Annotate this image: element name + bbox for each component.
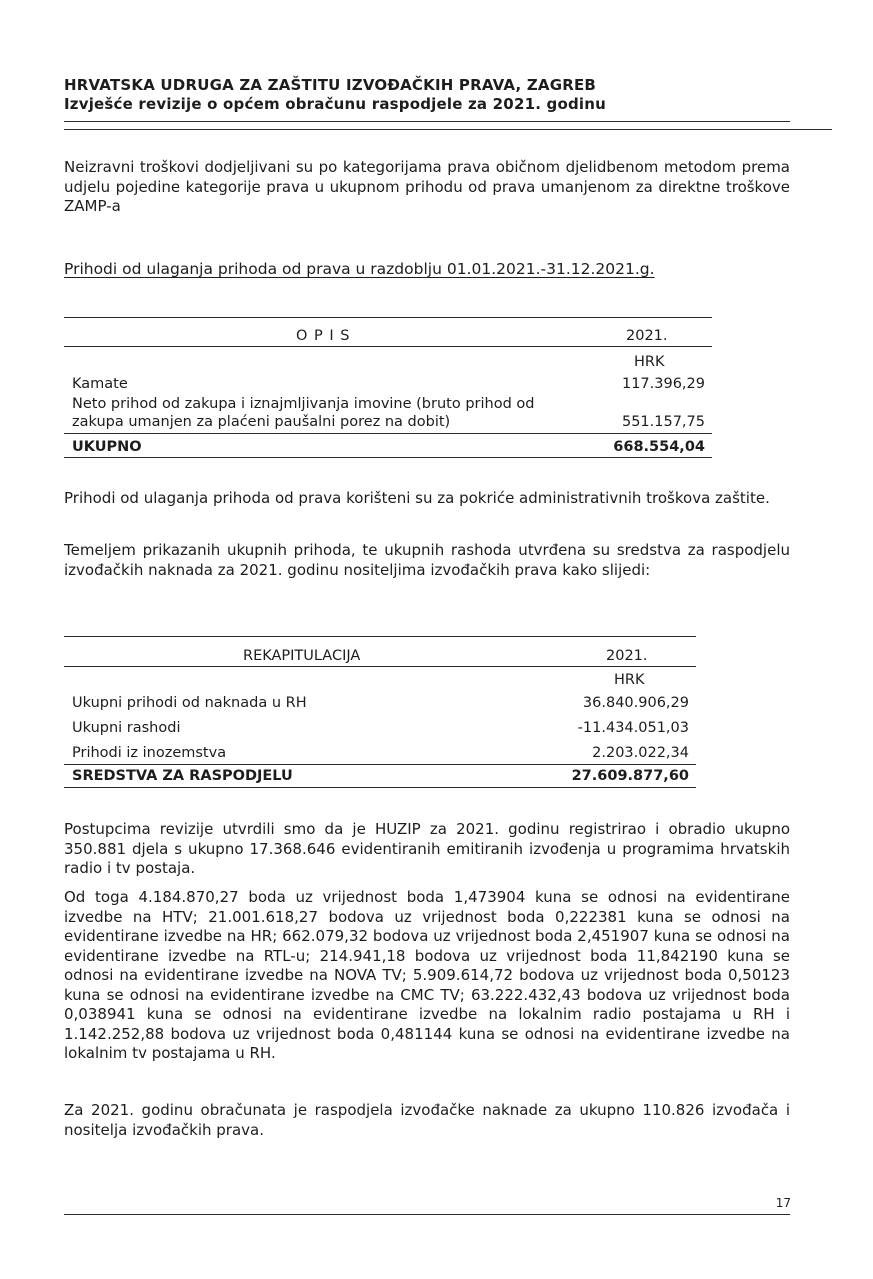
column-header-year: 2021.: [626, 328, 668, 344]
total-value: 668.554,04: [613, 439, 705, 455]
table-bottom-rule: [64, 787, 696, 788]
row-value-domestic-income: 36.840.906,29: [582, 695, 689, 711]
currency-label: HRK: [634, 354, 665, 370]
paragraph-points-breakdown: Od toga 4.184.870,27 boda uz vrijednost boda 1,473904 kuna se odnosi na evidentirane izvedbe na HTV; 21.001.618,27 bodova uz vrijednost boda 0,222381 kuna se odnosi na evidentirane izvedbe na HR; 662.079,32 bodova uz vrijednost boda 2,451907 kuna se odnosi na evidentirane izvedbe na RTL-u; 214.941,18 bodova uz vrijednost boda 11,842190 kuna se odnosi na evidentirane izvedbe na NOVA TV; 5.909.614,72 bodova uz vrijednost boda 0,50123 kuna se odnosi na evidentirane izvedbe na CMC TV; 63.222.432,43 bodova uz vrijednost boda 0,038941 kuna se odnosi na evidentirane izvedbe na lokalnim radio postajama u RH i 1.142.252,88 bodova uz vrijednost boda 0,481144 kuna se odnosi na evidentirane izvedbe na lokalnim tv postajama u RH.: [64, 888, 790, 1062]
row-desc-domestic-income: Ukupni prihodi od naknada u RH: [72, 695, 307, 711]
row-desc-rent-line1: Neto prihod od zakupa i iznajmljivanja imovine (bruto prihod od: [72, 396, 535, 412]
paragraph-funds-basis: Temeljem prikazanih ukupnih prihoda, te ukupnih rashoda utvrđena su sredstva za raspodjelu izvođačkih naknada za 2021. godinu nositeljima izvođačkih prava kako slijedi:: [64, 541, 790, 579]
row-value-rent: 551.157,75: [621, 414, 705, 430]
footer-rule: [64, 1214, 790, 1215]
row-rule: [64, 433, 712, 434]
row-value-expenses: -11.434.051,03: [577, 720, 689, 736]
header-row-rule: [64, 666, 696, 667]
header-row-rule: [64, 346, 712, 347]
table-top-rule: [64, 317, 712, 318]
paragraph-registered-works: Postupcima revizije utvrdili smo da je HUZIP za 2021. godinu registrirao i obradio ukupno 350.881 djela s ukupno 17.368.646 evidentiranih emitiranih izvođenja u programima hrvatskih radio i tv postaja.: [64, 820, 790, 877]
investment-section-heading: Prihodi od ulaganja prihoda od prava u razdoblju 01.01.2021.-31.12.2021.g.: [64, 260, 655, 278]
table-top-rule: [64, 636, 696, 637]
row-rule: [64, 764, 696, 765]
organization-name: HRVATSKA UDRUGA ZA ZAŠTITU IZVOĐAČKIH PRAVA, ZAGREB: [64, 76, 597, 94]
row-desc-interest: Kamate: [72, 376, 128, 392]
column-header-description: REKAPITULACIJA: [243, 648, 361, 664]
row-value-interest: 117.396,29: [621, 376, 705, 392]
total-value: 27.609.877,60: [571, 768, 689, 784]
total-label: UKUPNO: [72, 439, 142, 455]
header-rule-long: [64, 129, 832, 130]
row-desc-foreign-income: Prihodi iz inozemstva: [72, 745, 227, 761]
paragraph-indirect-costs: Neizravni troškovi dodjeljivani su po kategorijama prava običnom djelidbenom metodom prema udjelu pojedine kategorije prava u ukupnom prihodu od prava umanjenom za direktne troškove ZAMP-a: [64, 158, 790, 215]
column-header-description: O P I S: [296, 328, 351, 344]
row-value-foreign-income: 2.203.022,34: [592, 745, 689, 761]
paragraph-distribution: Za 2021. godinu obračunata je raspodjela izvođačke naknade za ukupno 110.826 izvođača i nositelja izvođačkih prava.: [64, 1101, 790, 1139]
report-title: Izvješće revizije o općem obračunu raspodjele za 2021. godinu: [64, 95, 607, 113]
page-number: 17: [775, 1196, 791, 1210]
table-bottom-rule: [64, 457, 712, 458]
row-desc-expenses: Ukupni rashodi: [72, 720, 181, 736]
currency-label: HRK: [614, 672, 645, 688]
column-header-year: 2021.: [606, 648, 648, 664]
total-label: SREDSTVA ZA RASPODJELU: [72, 768, 293, 784]
paragraph-investment-usage: Prihodi od ulaganja prihoda od prava korišteni su za pokriće administrativnih troškova zaštite.: [64, 489, 770, 507]
header-rule: [64, 121, 790, 122]
row-desc-rent-line2: zakupa umanjen za plaćeni paušalni porez na dobit): [72, 414, 451, 430]
